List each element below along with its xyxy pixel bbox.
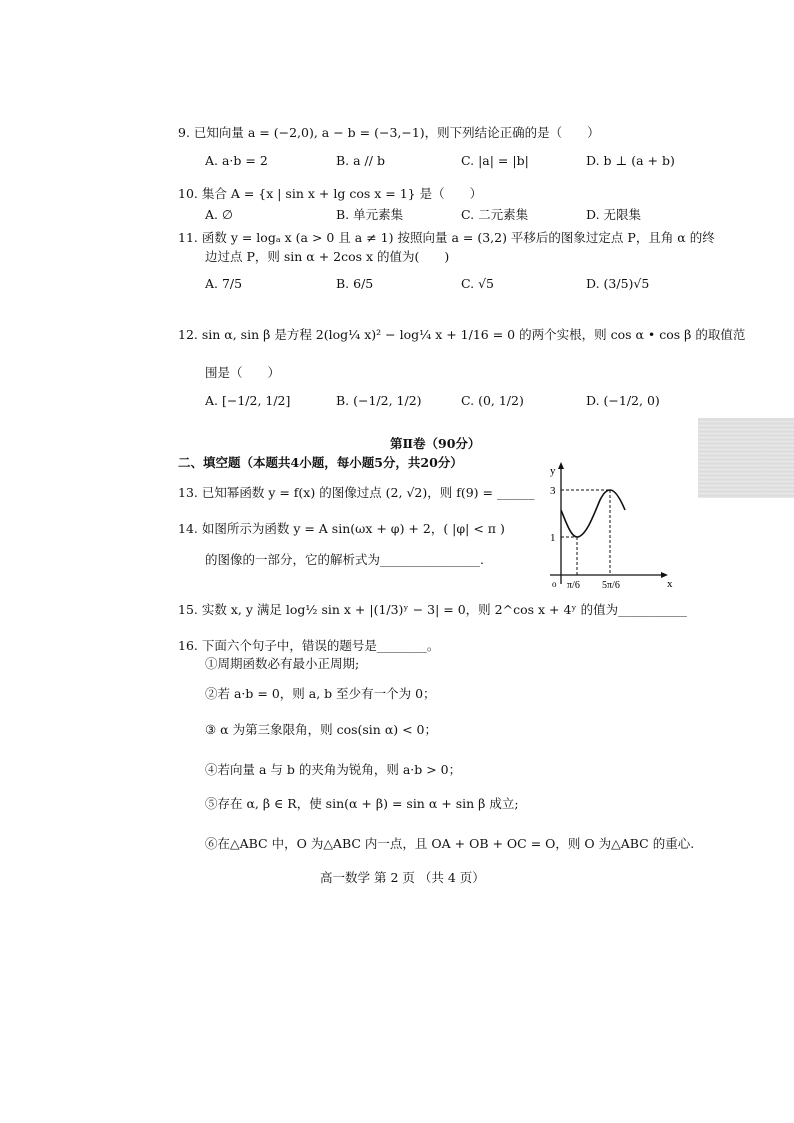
q10-option-b: B. 单元素集 — [336, 207, 404, 222]
q16-item-1: ①周期函数必有最小正周期; — [205, 656, 360, 671]
q13-text: 13. 已知幂函数 y = f(x) 的图像过点 (2, √2)，则 f(9) = ______ — [178, 485, 535, 500]
graph-y-arrow — [558, 462, 564, 469]
q15-text: 15. 实数 x, y 满足 log½ sin x + |(1/3)ʸ − 3| = 0，则 2^cos x + 4ʸ 的值为___________ — [178, 602, 687, 617]
q12-option-d: D. (−1/2, 0) — [586, 393, 660, 408]
sine-graph — [530, 460, 680, 590]
graph-curve — [561, 490, 625, 537]
q12-option-c: C. (0, 1/2) — [461, 393, 524, 408]
q11-option-a: A. 7/5 — [205, 276, 243, 291]
q14-line2: 的图像的一部分，它的解析式为________________. — [205, 552, 484, 567]
q9-stem: 9. 已知向量 a = (−2,0), a − b = (−3,−1)，则下列结论正确的是（ ） — [178, 125, 600, 140]
q16-item-4: ④若向量 a 与 b 的夹角为锐角，则 a·b > 0； — [205, 762, 462, 777]
q9-option-b: B. a // b — [336, 153, 385, 168]
q12-option-a: A. [−1/2, 1/2] — [205, 393, 291, 408]
q10-stem: 10. 集合 A = {x | sin x + lg cos x = 1} 是（ ） — [178, 186, 483, 201]
q12-option-b: B. (−1/2, 1/2) — [336, 393, 422, 408]
q10-option-d: D. 无限集 — [586, 207, 642, 222]
q16-item-5: ⑤存在 α, β ∈ R，使 sin(α + β) = sin α + sin β 成立; — [205, 796, 519, 811]
q11-line2: 边过点 P，则 sin α + 2cos x 的值为( ) — [205, 249, 450, 264]
graph-x-tick-pi6: π/6 — [567, 580, 580, 590]
q10-option-a: A. ∅ — [205, 207, 233, 222]
q12-line1: 12. sin α, sin β 是方程 2(log¼ x)² − log¼ x + 1/16 = 0 的两个实根，则 cos α • cos β 的取值范 — [178, 327, 746, 342]
q16-stem: 16. 下面六个句子中，错误的题号是________。 — [178, 638, 440, 653]
q16-item-3: ③ α 为第三象限角，则 cos(sin α) < 0； — [205, 722, 438, 737]
q11-option-d: D. (3/5)√5 — [586, 276, 650, 291]
graph-x-tick-5pi6: 5π/6 — [602, 580, 620, 590]
q9-option-d: D. b ⊥ (a + b) — [586, 153, 675, 168]
q10-option-c: C. 二元素集 — [461, 207, 529, 222]
q11-option-c: C. √5 — [461, 276, 494, 291]
q16-item-6: ⑥在△ABC 中，O 为△ABC 内一点，且 OA + OB + OC = O，则 O 为△ABC 的重心. — [205, 836, 695, 851]
section-heading: 二、填空题（本题共4小题，每小题5分，共20分） — [178, 455, 463, 470]
graph-x-label: x — [667, 578, 673, 590]
page-footer: 高一数学 第 2 页 （共 4 页） — [320, 870, 485, 885]
graph-y-label: y — [550, 465, 556, 477]
scan-smudge — [698, 418, 794, 498]
q14-line1: 14. 如图所示为函数 y = A sin(ωx + φ) + 2，( |φ| < π ) — [178, 521, 505, 536]
q11-option-b: B. 6/5 — [336, 276, 374, 291]
graph-origin-label: o — [552, 579, 557, 589]
q9-option-c: C. |a| = |b| — [461, 153, 529, 168]
q11-line1: 11. 函数 y = logₐ x (a > 0 且 a ≠ 1) 按照向量 a = (3,2) 平移后的图象过定点 P，且角 α 的终 — [178, 230, 715, 245]
q16-item-2: ②若 a·b = 0，则 a, b 至少有一个为 0； — [205, 686, 436, 701]
section-title: 第Ⅱ卷（90分） — [390, 436, 481, 451]
q12-line2: 围是（ ） — [205, 365, 281, 380]
graph-y-tick-3: 3 — [550, 485, 556, 497]
graph-y-tick-1: 1 — [550, 532, 556, 544]
q9-option-a: A. a·b = 2 — [205, 153, 268, 168]
